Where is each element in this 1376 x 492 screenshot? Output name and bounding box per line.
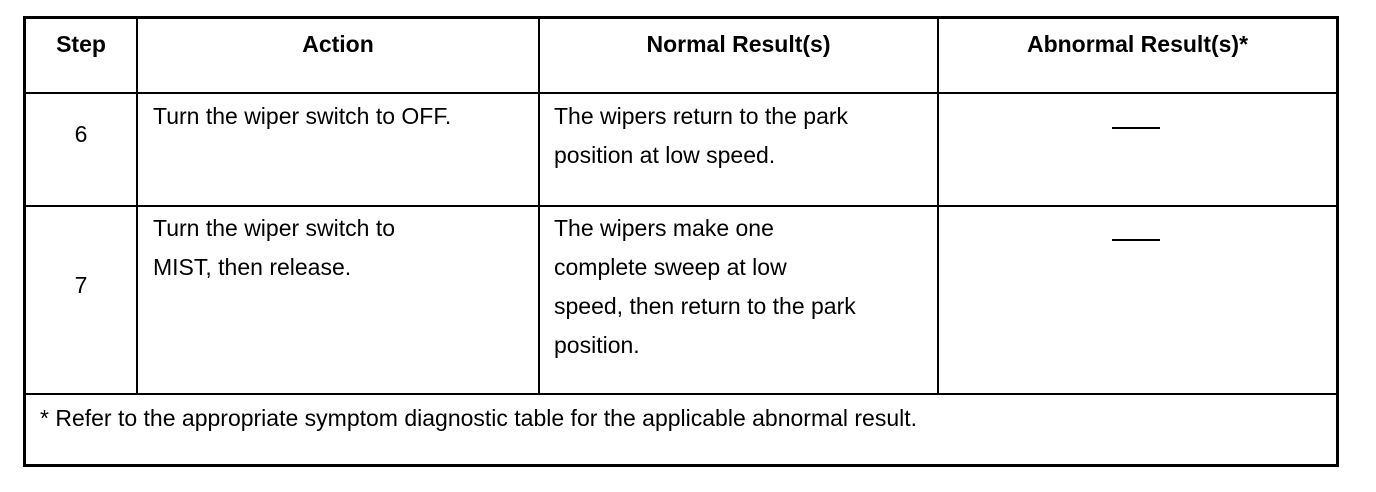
- header-abnormal-results: Abnormal Result(s)*: [1026, 31, 1249, 57]
- row-6-abnormal-none: [1112, 127, 1160, 129]
- row-6-step: 6: [74, 121, 88, 147]
- row-6-normal-line-1: The wipers return to the park: [554, 103, 849, 129]
- table-footnote: * Refer to the appropriate symptom diagnostic table for the applicable abnormal result.: [40, 405, 918, 431]
- row-7-action-line-1: Turn the wiper switch to: [153, 215, 396, 241]
- footnote-divider: [26, 393, 1336, 395]
- header-step: Step: [56, 31, 106, 57]
- row-7-abnormal-none: [1112, 239, 1160, 241]
- header-normal-results: Normal Result(s): [646, 31, 831, 57]
- row-7-action-line-2: MIST, then release.: [153, 254, 352, 280]
- header-action: Action: [302, 31, 374, 57]
- header-divider: [26, 92, 1336, 94]
- row-7-step: 7: [74, 272, 88, 298]
- diagnostic-table: [23, 16, 1339, 467]
- row-7-normal-line-4: position.: [554, 332, 640, 358]
- row-divider: [26, 205, 1336, 207]
- row-6-action-line-1: Turn the wiper switch to OFF.: [153, 103, 452, 129]
- row-7-normal-line-1: The wipers make one: [554, 215, 774, 241]
- row-7-normal-line-2: complete sweep at low: [554, 254, 787, 280]
- row-6-normal-line-2: position at low speed.: [554, 142, 776, 168]
- row-7-normal-line-3: speed, then return to the park: [554, 293, 856, 319]
